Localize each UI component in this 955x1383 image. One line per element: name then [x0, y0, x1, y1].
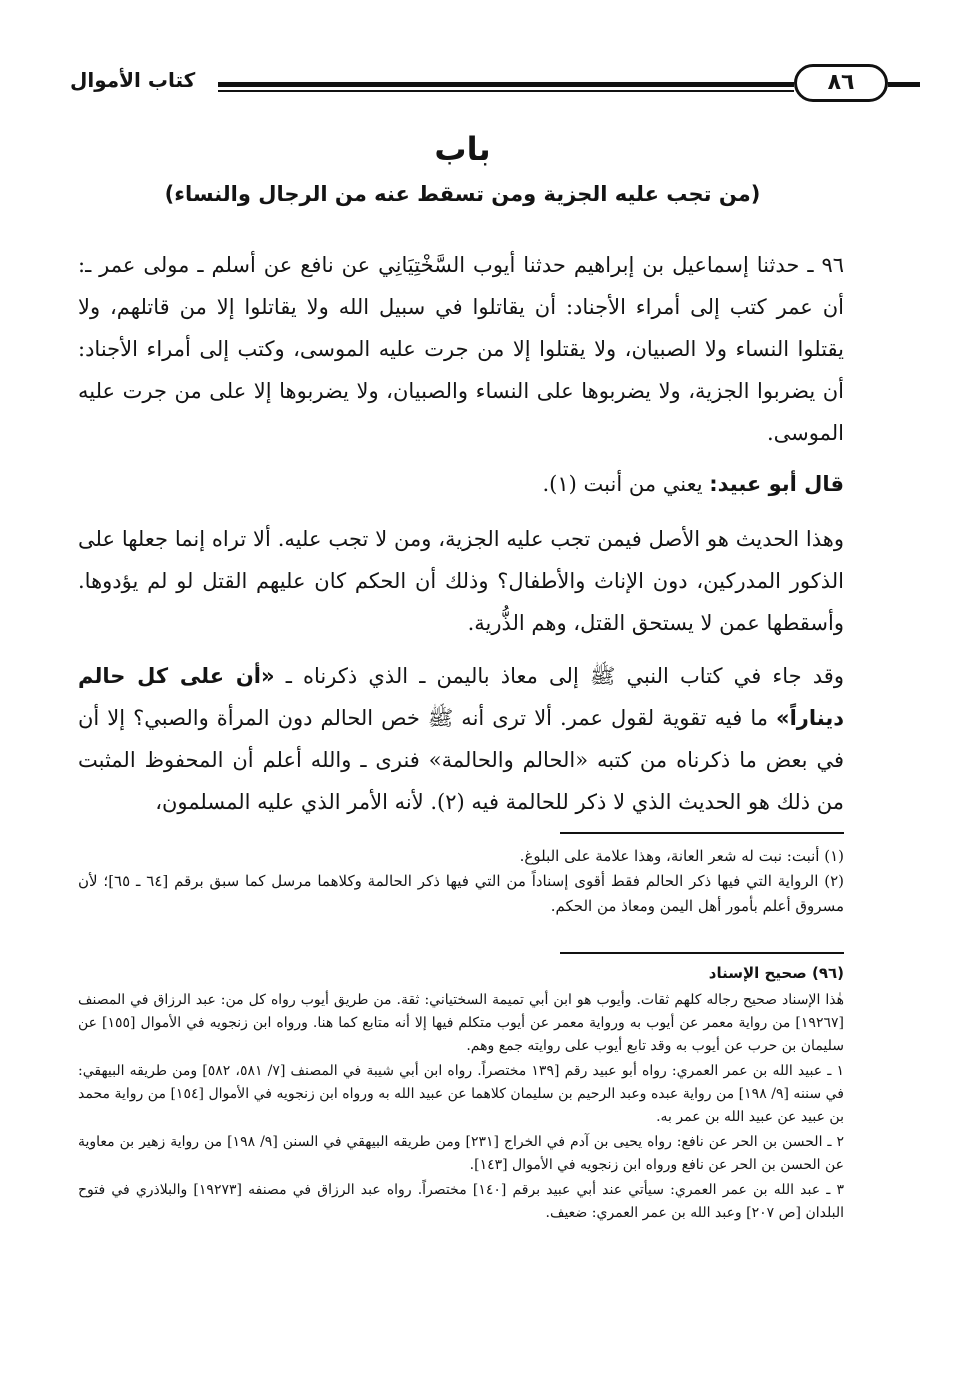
abu-ubaid-label: قال أبو عبيد:	[709, 472, 844, 496]
takhrij-item-1: ١ ـ عبيد الله بن عمر العمري: رواه أبو عبيد رقم [١٣٩ مختصراً. رواه ابن أبي شيبة في المصنف [٧/ ٥٨١، ٥٨٢] ومن طريقه البيهقي: في سننه [٩/ ١٩٨] من رواية عبده وعبد الرحيم بن سليمان كلاهما عن عبيد الله به ورواه ابن زنجويه في الأموال [١٥٤] من رواية محمد بن عبيد عن عبيد الله بن عمر به.	[78, 1063, 845, 1125]
takhrij-title: (٩٦) صحيح الإسناد	[708, 964, 844, 982]
discussion-paragraph	[78, 655, 844, 823]
header-rule-right	[888, 82, 920, 87]
footnote-2: (٢) الرواية التي فيها ذكر الحالم فقط أقوى إسناداً من التي فيها ذكر الحالمة وكلاهما مرسل كما سبق برقم [٦٤ ـ ٦٥]؛ لأن مسروق أعلم بأمور أهل اليمن ومعاذ من الحكم.	[78, 872, 845, 915]
header-rule-thin	[218, 90, 794, 92]
page-number: ٨٦	[794, 64, 888, 102]
chapter-subtitle: (من تجب عليه الجزية ومن تسقط عنه من الرجال والنساء)	[164, 182, 761, 206]
book-title: كتاب الأموال	[70, 68, 196, 92]
header-rule	[218, 82, 794, 87]
chapter-heading: باب	[434, 130, 491, 168]
takhrij-section	[78, 962, 844, 1227]
takhrij-item-3: ٣ ـ عبد الله بن عمر العمري: سيأتي عند أبي عبيد برقم [١٤٠] مختصراً. رواه عبد الرزاق في مصنفه [١٩٢٧٣] والبلاذري في فتوح البلدان [ص ٢٠٧] وعبد الله بن عمر العمري: ضعيف.	[78, 1182, 845, 1221]
takhrij-divider	[560, 952, 844, 954]
explanation-paragraph: وهذا الحديث هو الأصل فيمن تجب عليه الجزية، ومن لا تجب عليه. ألا تراه إنما جعلها على الذكور المدركين، دون الإناث والأطفال؟ وذلك أن الحكم كان عليهم القتل لو لم يؤدوها. وأسقطها عمن لا يستحق القتل، وهم الذُّرية.	[78, 527, 844, 635]
abu-ubaid-text: يعني من أنبت (١).	[542, 472, 710, 496]
footnotes	[78, 844, 844, 919]
takhrij-item-2: ٢ ـ الحسن بن الحر عن نافع: رواه يحيى بن آدم في الخراج [٢٣١] ومن طريقه البيهقي في السنن [٩/ ١٩٨] من رواية زهير بن معاوية عن الحسن بن الحر عن نافع ورواه ابن زنجويه في الأموال [١٤٣].	[78, 1134, 845, 1173]
discussion-text-a: وقد جاء في كتاب النبي ﷺ إلى معاذ باليمن ـ الذي ذكرناه ـ	[274, 664, 844, 688]
footnote-divider	[560, 832, 844, 834]
page-header	[70, 62, 855, 110]
hadith-paragraph: ٩٦ ـ حدثنا إسماعيل بن إبراهيم حدثنا أيوب السَّخْتِيَانِي عن نافع عن أسلم ـ مولى عمر ـ: أن عمر كتب إلى أمراء الأجناد: أن يقاتلوا في سبيل الله ولا يقاتلوا إلا من قاتلهم، ولا يقتلوا النساء ولا الصبيان، ولا يقتلوا إلا من جرت عليه الموسى، وكتب إلى أمراء الأجناد: أن يضربوا الجزية، ولا يضربوها على النساء والصبيان، ولا يضربوها إلا على من جرت عليه الموسى.	[78, 253, 844, 445]
discussion-text-b: ما فيه تقوية لقول عمر. ألا ترى أنه ﷺ خص الحالم دون المرأة والصبي؟ إلا أن في بعض ما ذكرناه من كتبه «الحالم والحالمة» فنرى ـ والله أعلم أن المحفوظ المثبت من ذلك هو الحديث الذي لا ذكر للحالمة فيه (٢). لأنه الأمر الذي عليه المسلمون،	[78, 706, 844, 814]
abu-ubaid-comment	[78, 463, 844, 505]
takhrij-intro: هٰذا الإسناد صحيح رجاله كلهم ثقات. وأيوب هو ابن أبي تميمة السختياني: ثقة. من طريق أيوب رواه كل من: عبد الرزاق في المصنف [١٩٢٦٧] من رواية معمر عن أيوب به ورواية معمر عن أيوب متكلم فيها إلا أنه متابع كما هنا. ورواه ابن زنجويه في الأموال [١٥٥] عن سليمان بن حرب عن أيوب به وقد تابع أيوب على روايته جمع وهم.	[78, 992, 844, 1054]
footnote-1: (١) أنبت: نبت له شعر العانة، وهذا علامة على البلوغ.	[519, 847, 844, 865]
discussion-quote: «أن على كل حالم ديناراً»	[78, 664, 844, 730]
